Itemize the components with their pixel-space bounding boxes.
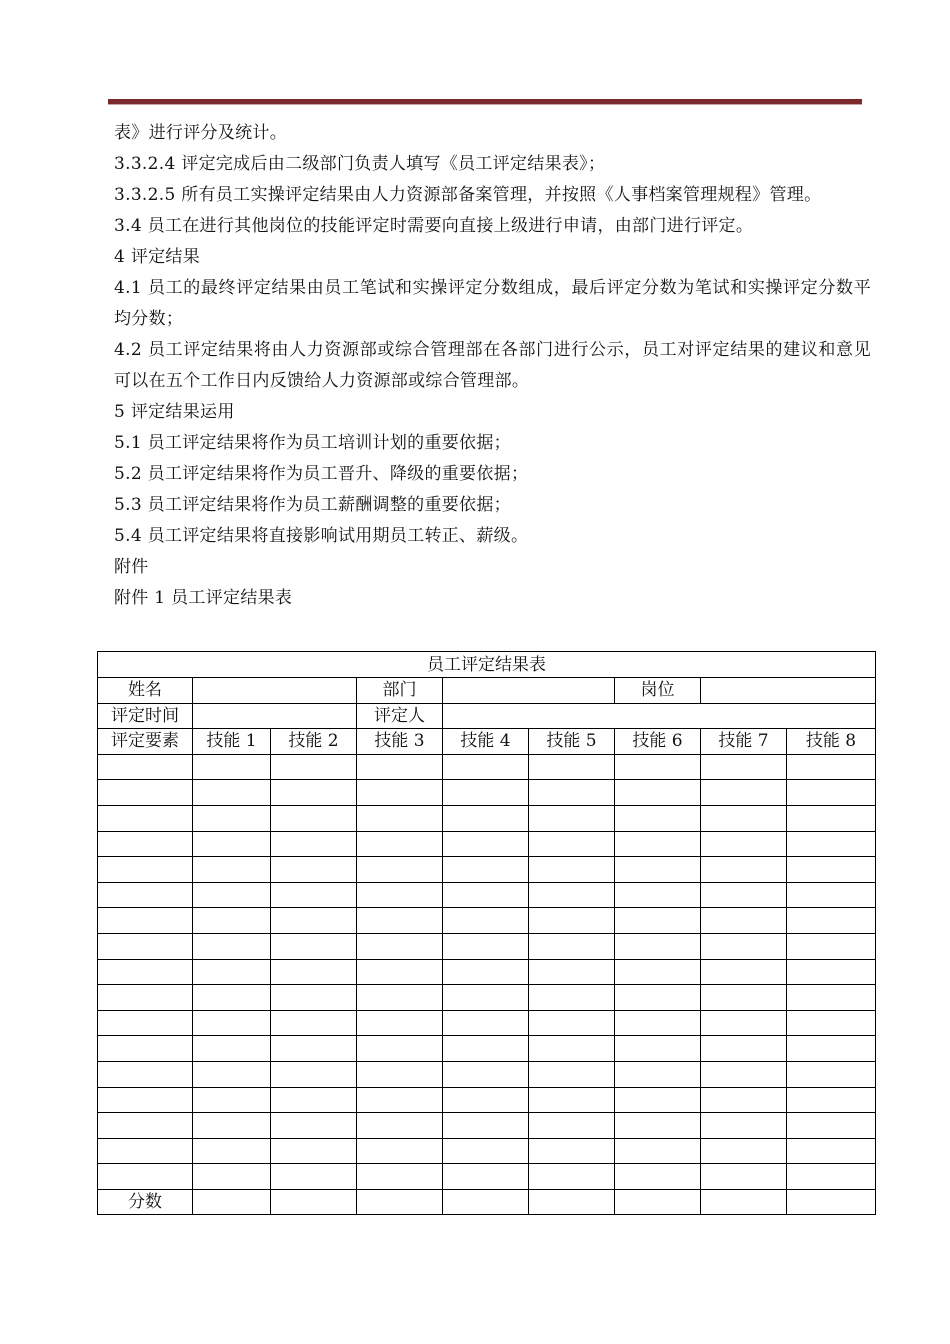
- skill-score-cell[interactable]: [443, 1061, 529, 1087]
- skill-score-cell[interactable]: [615, 805, 701, 831]
- table-row: [98, 882, 876, 908]
- skill-score-cell[interactable]: [271, 1113, 357, 1139]
- skills-header-row: [98, 729, 876, 755]
- skill-score-cell[interactable]: [787, 1010, 876, 1036]
- dept-label: 部门: [357, 678, 443, 704]
- score-label: 分数: [98, 1189, 193, 1215]
- skill-score-cell[interactable]: [193, 882, 271, 908]
- table-row: [98, 908, 876, 934]
- skill-score-cell[interactable]: [529, 1164, 615, 1190]
- skill-score-cell[interactable]: [701, 1138, 787, 1164]
- skill-header: 技能 8: [787, 729, 876, 755]
- skill-score-cell[interactable]: [787, 1087, 876, 1113]
- name-label: 姓名: [98, 678, 193, 704]
- evaluator-label: 评定人: [357, 703, 443, 729]
- date-label: 评定时间: [98, 703, 193, 729]
- skill-score-cell[interactable]: [615, 959, 701, 985]
- skill-score-cell[interactable]: [271, 882, 357, 908]
- element-cell[interactable]: [98, 908, 193, 934]
- skill-score-cell[interactable]: [787, 857, 876, 883]
- skill-score-cell[interactable]: [193, 1061, 271, 1087]
- skill-score-cell[interactable]: [193, 754, 271, 780]
- skill-score-cell[interactable]: [701, 857, 787, 883]
- skill-score-cell[interactable]: [357, 959, 443, 985]
- element-cell[interactable]: [98, 831, 193, 857]
- skill-score-cell[interactable]: [787, 754, 876, 780]
- skill-score-cell[interactable]: [357, 1164, 443, 1190]
- skill-score-cell[interactable]: [443, 933, 529, 959]
- skill-score-cell[interactable]: [701, 1010, 787, 1036]
- skill-score-cell[interactable]: [357, 1061, 443, 1087]
- skill-score-cell[interactable]: [529, 1061, 615, 1087]
- attachment-title: 附件 1 员工评定结果表: [114, 588, 293, 608]
- header-rule: [108, 99, 862, 105]
- document-body: [114, 118, 871, 614]
- skill-score-cell[interactable]: [615, 1138, 701, 1164]
- skill-score-cell[interactable]: [615, 1113, 701, 1139]
- skill-score-cell[interactable]: [701, 805, 787, 831]
- skill-score-cell[interactable]: [787, 882, 876, 908]
- skill-score-cell[interactable]: [193, 1164, 271, 1190]
- skill-score-cell[interactable]: [271, 959, 357, 985]
- skill-score-cell[interactable]: [529, 882, 615, 908]
- table-title: 员工评定结果表: [98, 652, 876, 678]
- skill-score-cell[interactable]: [271, 805, 357, 831]
- score-cell[interactable]: [193, 1189, 271, 1215]
- skill-score-cell[interactable]: [787, 1164, 876, 1190]
- skill-header: 技能 2: [271, 729, 357, 755]
- evaluation-result-table: [97, 651, 876, 1215]
- skill-score-cell[interactable]: [443, 1010, 529, 1036]
- element-cell[interactable]: [98, 1164, 193, 1190]
- element-cell[interactable]: [98, 1113, 193, 1139]
- element-cell[interactable]: [98, 985, 193, 1011]
- skill-score-cell[interactable]: [357, 805, 443, 831]
- skill-score-cell[interactable]: [357, 882, 443, 908]
- skill-score-cell[interactable]: [615, 985, 701, 1011]
- skill-score-cell[interactable]: [615, 933, 701, 959]
- paragraph: 3.4 员工在进行其他岗位的技能评定时需要向直接上级进行申请，由部门进行评定。: [114, 216, 754, 236]
- skill-score-cell[interactable]: [701, 959, 787, 985]
- skill-score-cell[interactable]: [193, 1138, 271, 1164]
- skill-score-cell[interactable]: [193, 857, 271, 883]
- skill-score-cell[interactable]: [529, 831, 615, 857]
- skill-score-cell[interactable]: [193, 908, 271, 934]
- skill-score-cell[interactable]: [357, 1036, 443, 1062]
- skill-score-cell[interactable]: [271, 831, 357, 857]
- skill-score-cell[interactable]: [443, 1036, 529, 1062]
- table-row: [98, 985, 876, 1011]
- skill-score-cell[interactable]: [357, 831, 443, 857]
- skill-score-cell[interactable]: [193, 1036, 271, 1062]
- paragraph: 5.3 员工评定结果将作为员工薪酬调整的重要依据；: [114, 495, 511, 515]
- skill-score-cell[interactable]: [529, 933, 615, 959]
- skill-score-cell[interactable]: [615, 831, 701, 857]
- score-cell[interactable]: [787, 1189, 876, 1215]
- skill-score-cell[interactable]: [615, 754, 701, 780]
- score-cell[interactable]: [271, 1189, 357, 1215]
- skill-score-cell[interactable]: [701, 1087, 787, 1113]
- element-cell[interactable]: [98, 1010, 193, 1036]
- skill-score-cell[interactable]: [701, 908, 787, 934]
- skill-score-cell[interactable]: [271, 857, 357, 883]
- skill-score-cell[interactable]: [615, 882, 701, 908]
- skill-score-cell[interactable]: [701, 1036, 787, 1062]
- element-cell[interactable]: [98, 882, 193, 908]
- paragraph: 4.1 员工的最终评定结果由员工笔试和实操评定分数组成，最后评定分数为笔试和实操评定分数平均分数；: [114, 278, 871, 329]
- element-cell[interactable]: [98, 959, 193, 985]
- section-heading: 4 评定结果: [114, 247, 201, 267]
- skill-score-cell[interactable]: [443, 831, 529, 857]
- element-cell[interactable]: [98, 857, 193, 883]
- table-row: [98, 959, 876, 985]
- skill-score-cell[interactable]: [443, 857, 529, 883]
- element-cell[interactable]: [98, 1061, 193, 1087]
- table-row: [98, 1113, 876, 1139]
- skill-score-cell[interactable]: [271, 1087, 357, 1113]
- skill-score-cell[interactable]: [193, 959, 271, 985]
- element-cell[interactable]: [98, 1138, 193, 1164]
- paragraph: 5.2 员工评定结果将作为员工晋升、降级的重要依据；: [114, 464, 529, 484]
- skill-score-cell[interactable]: [357, 1087, 443, 1113]
- skill-score-cell[interactable]: [357, 1113, 443, 1139]
- skill-score-cell[interactable]: [787, 1061, 876, 1087]
- table-title-row: [98, 652, 876, 678]
- table-row: [98, 1010, 876, 1036]
- skill-score-cell[interactable]: [357, 933, 443, 959]
- skill-header: 技能 4: [443, 729, 529, 755]
- table-row: [98, 857, 876, 883]
- skill-score-cell[interactable]: [615, 780, 701, 806]
- element-cell[interactable]: [98, 1087, 193, 1113]
- skill-score-cell[interactable]: [787, 1036, 876, 1062]
- skill-score-cell[interactable]: [193, 780, 271, 806]
- skill-score-cell[interactable]: [787, 933, 876, 959]
- name-field[interactable]: [193, 678, 357, 704]
- skill-score-cell[interactable]: [787, 1138, 876, 1164]
- skill-header: 技能 5: [529, 729, 615, 755]
- element-cell[interactable]: [98, 754, 193, 780]
- skill-score-cell[interactable]: [701, 1113, 787, 1139]
- elements-label: 评定要素: [98, 729, 193, 755]
- table-row: [98, 1036, 876, 1062]
- attachments-heading: 附件: [114, 557, 149, 577]
- skill-score-cell[interactable]: [193, 1010, 271, 1036]
- skill-score-cell[interactable]: [787, 908, 876, 934]
- table-row: [98, 1061, 876, 1087]
- skill-score-cell[interactable]: [271, 1010, 357, 1036]
- skill-header: 技能 7: [701, 729, 787, 755]
- skill-score-cell[interactable]: [193, 1087, 271, 1113]
- table-row: [98, 831, 876, 857]
- skill-score-cell[interactable]: [701, 780, 787, 806]
- skill-score-cell[interactable]: [701, 1061, 787, 1087]
- skill-score-cell[interactable]: [529, 985, 615, 1011]
- skill-score-cell[interactable]: [701, 754, 787, 780]
- skill-score-cell[interactable]: [443, 959, 529, 985]
- skill-score-cell[interactable]: [443, 1087, 529, 1113]
- dept-field[interactable]: [443, 678, 615, 704]
- table-row: [98, 805, 876, 831]
- date-field[interactable]: [193, 703, 357, 729]
- skill-score-cell[interactable]: [443, 805, 529, 831]
- skill-score-cell[interactable]: [701, 933, 787, 959]
- skill-header: 技能 1: [193, 729, 271, 755]
- table-row: [98, 1138, 876, 1164]
- position-field[interactable]: [701, 678, 876, 704]
- skill-score-cell[interactable]: [271, 1164, 357, 1190]
- skill-score-cell[interactable]: [193, 831, 271, 857]
- score-cell[interactable]: [357, 1189, 443, 1215]
- paragraph: 5.1 员工评定结果将作为员工培训计划的重要依据；: [114, 433, 511, 453]
- skill-score-cell[interactable]: [271, 754, 357, 780]
- element-cell[interactable]: [98, 805, 193, 831]
- element-cell[interactable]: [98, 1036, 193, 1062]
- skill-score-cell[interactable]: [787, 780, 876, 806]
- skill-score-cell[interactable]: [529, 754, 615, 780]
- score-cell[interactable]: [701, 1189, 787, 1215]
- table-row: [98, 933, 876, 959]
- score-cell[interactable]: [443, 1189, 529, 1215]
- skill-score-cell[interactable]: [529, 1087, 615, 1113]
- skill-score-cell[interactable]: [615, 1010, 701, 1036]
- skill-score-cell[interactable]: [271, 908, 357, 934]
- skill-score-cell[interactable]: [701, 1164, 787, 1190]
- skill-score-cell[interactable]: [193, 1113, 271, 1139]
- skill-score-cell[interactable]: [193, 805, 271, 831]
- skill-score-cell[interactable]: [701, 985, 787, 1011]
- evaluator-field[interactable]: [443, 703, 876, 729]
- skill-score-cell[interactable]: [787, 1113, 876, 1139]
- skill-score-cell[interactable]: [443, 780, 529, 806]
- skill-score-cell[interactable]: [615, 908, 701, 934]
- skill-score-cell[interactable]: [271, 1138, 357, 1164]
- skill-score-cell[interactable]: [193, 985, 271, 1011]
- skill-score-cell[interactable]: [271, 1061, 357, 1087]
- skill-score-cell[interactable]: [443, 882, 529, 908]
- skill-score-cell[interactable]: [357, 1138, 443, 1164]
- skill-score-cell[interactable]: [701, 882, 787, 908]
- paragraph: 表》进行评分及统计。: [114, 123, 287, 143]
- skill-score-cell[interactable]: [271, 1036, 357, 1062]
- skill-score-cell[interactable]: [443, 1164, 529, 1190]
- skill-score-cell[interactable]: [615, 1036, 701, 1062]
- skill-score-cell[interactable]: [787, 985, 876, 1011]
- skill-score-cell[interactable]: [529, 1138, 615, 1164]
- score-cell[interactable]: [615, 1189, 701, 1215]
- score-row: [98, 1189, 876, 1215]
- skill-score-cell[interactable]: [443, 985, 529, 1011]
- skill-score-cell[interactable]: [357, 1010, 443, 1036]
- skill-header: 技能 3: [357, 729, 443, 755]
- skill-score-cell[interactable]: [443, 1138, 529, 1164]
- skill-header: 技能 6: [615, 729, 701, 755]
- skill-score-cell[interactable]: [357, 780, 443, 806]
- skill-score-cell[interactable]: [529, 959, 615, 985]
- skill-score-cell[interactable]: [529, 780, 615, 806]
- skill-score-cell[interactable]: [357, 985, 443, 1011]
- paragraph: 3.3.2.5 所有员工实操评定结果由人力资源部备案管理，并按照《人事档案管理规程》管理。: [114, 185, 822, 205]
- skill-score-cell[interactable]: [615, 857, 701, 883]
- skill-score-cell[interactable]: [529, 1010, 615, 1036]
- table-row: [98, 678, 876, 704]
- skill-score-cell[interactable]: [271, 780, 357, 806]
- skill-score-cell[interactable]: [529, 857, 615, 883]
- skill-score-cell[interactable]: [529, 908, 615, 934]
- position-label: 岗位: [615, 678, 701, 704]
- skill-score-cell[interactable]: [357, 857, 443, 883]
- section-heading: 5 评定结果运用: [114, 402, 235, 422]
- skill-score-cell[interactable]: [701, 831, 787, 857]
- skill-score-cell[interactable]: [615, 1164, 701, 1190]
- paragraph: 4.2 员工评定结果将由人力资源部或综合管理部在各部门进行公示，员工对评定结果的建议和意见可以在五个工作日内反馈给人力资源部或综合管理部。: [114, 340, 871, 391]
- score-cell[interactable]: [529, 1189, 615, 1215]
- skill-score-cell[interactable]: [357, 754, 443, 780]
- skill-score-cell[interactable]: [271, 933, 357, 959]
- table-row: [98, 1164, 876, 1190]
- table-row: [98, 754, 876, 780]
- element-cell[interactable]: [98, 933, 193, 959]
- skill-score-cell[interactable]: [787, 831, 876, 857]
- skill-score-cell[interactable]: [443, 908, 529, 934]
- skill-score-cell[interactable]: [529, 805, 615, 831]
- skill-score-cell[interactable]: [615, 1061, 701, 1087]
- skill-score-cell[interactable]: [271, 985, 357, 1011]
- skill-score-cell[interactable]: [787, 805, 876, 831]
- skill-score-cell[interactable]: [443, 754, 529, 780]
- skill-score-cell[interactable]: [787, 959, 876, 985]
- table-row: [98, 780, 876, 806]
- element-cell[interactable]: [98, 780, 193, 806]
- skill-score-cell[interactable]: [357, 908, 443, 934]
- paragraph: 5.4 员工评定结果将直接影响试用期员工转正、薪级。: [114, 526, 529, 546]
- table-row: [98, 703, 876, 729]
- skill-score-cell[interactable]: [529, 1036, 615, 1062]
- table-row: [98, 1087, 876, 1113]
- skill-score-cell[interactable]: [193, 933, 271, 959]
- skill-score-cell[interactable]: [529, 1113, 615, 1139]
- skill-score-cell[interactable]: [443, 1113, 529, 1139]
- paragraph: 3.3.2.4 评定完成后由二级部门负责人填写《员工评定结果表》；: [114, 154, 606, 174]
- skill-score-cell[interactable]: [615, 1087, 701, 1113]
